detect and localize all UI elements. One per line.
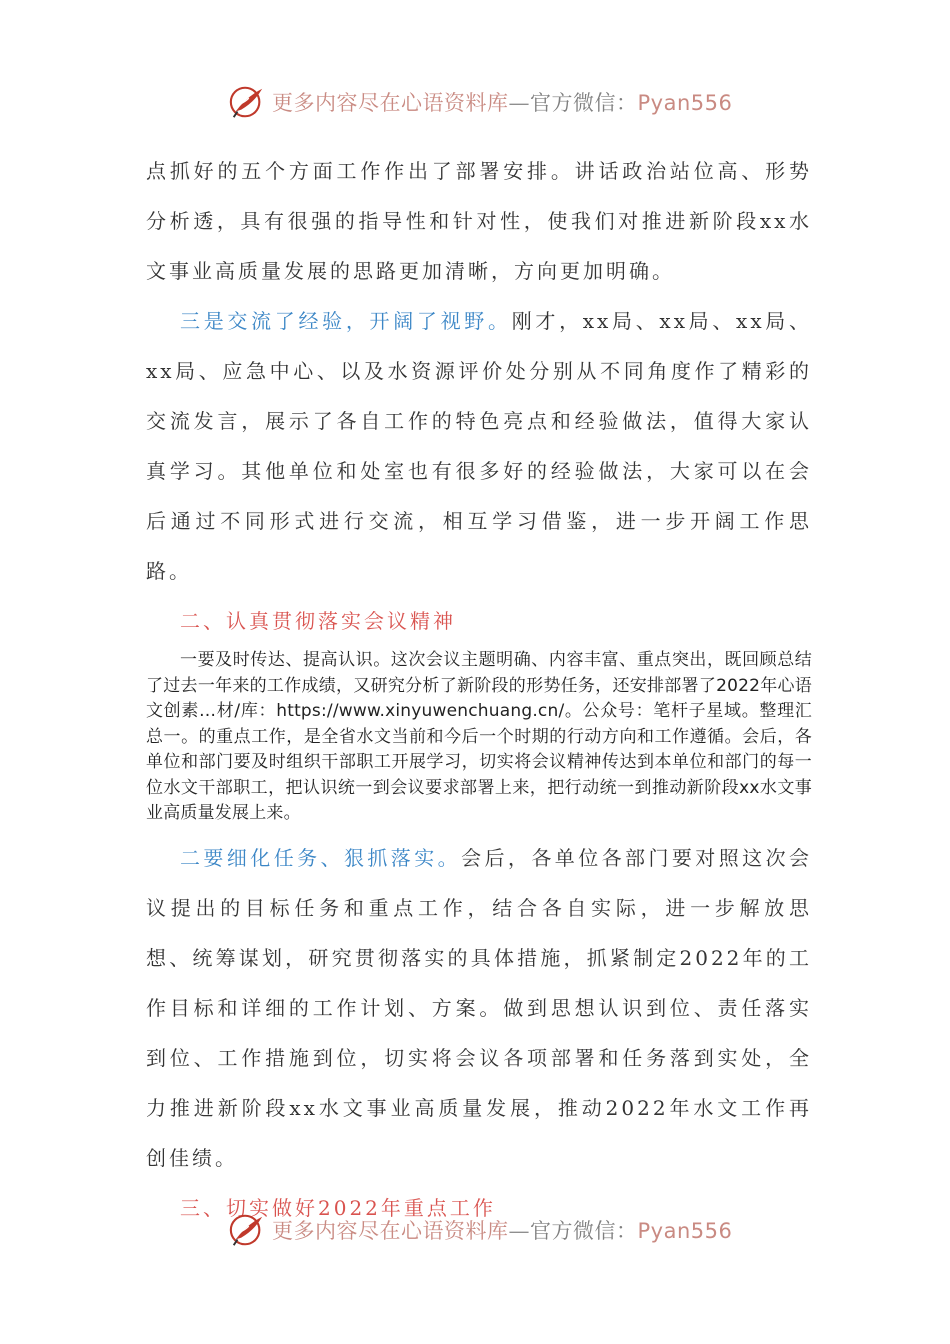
quill-logo-icon [228,1211,266,1249]
document-body [146,146,812,1233]
banner-title: 更多内容尽在心语资料库 [272,1219,509,1243]
paragraph-2-body: 刚才，xx局、xx局、xx局、xx局、应急中心、以及水资源评价处分别从不同角度作了精彩的交流发言，展示了各自工作的特色亮点和经验做法，值得大家认真学习。其他单位和处室也有很多好的经验做法，大家可以在会后通过不同形式进行交流，相互学习借鉴，进一步开阔工作思路。 [146,309,812,583]
banner-text [272,87,732,117]
paragraph-3: 一要及时传达、提高认识。这次会议主题明确、内容丰富、重点突出，既回顾总结了过去一年来的工作成绩，又研究分析了新阶段的形势任务，还安排部署了2022年心语文创素…材/库：https://www.xinyuwenchuang.cn/。公众号：笔杆子星域。整理汇总一。的重点工作，是全省水文当前和今后一个时期的行动方向和工作遵循。会后，各单位和部门要及时组织干部职工开展学习，切实将会议精神传达到本单位和部门的每一位水文干部职工，把认识统一到会议要求部署上来，把行动统一到推动新阶段xx水文事业高质量发展上来。 [146,650,812,823]
footer-banner [228,1208,748,1252]
wechat-id: Pyan556 [637,1219,733,1243]
banner-text [272,1215,732,1245]
wechat-id: Pyan556 [637,91,733,115]
paragraph-4 [146,833,812,1183]
section-heading-2: 二、认真贯彻落实会议精神 [180,609,456,633]
paragraph-2-highlight: 三是交流了经验，开阔了视野。 [180,309,512,333]
paragraph-2 [146,296,812,596]
banner-title: 更多内容尽在心语资料库 [272,91,509,115]
banner-separator: — [508,91,530,115]
section-heading-3: 三、切实做好2022年重点工作 [180,1195,496,1220]
paragraph-1: 点抓好的五个方面工作作出了部署安排。讲话政治站位高、形势分析透，具有很强的指导性和针对性，使我们对推进新阶段xx水文事业高质量发展的思路更加清晰，方向更加明确。 [146,159,812,283]
paragraph-4-body: 会后，各单位各部门要对照这次会议提出的目标任务和重点工作，结合各自实际，进一步解放思想、统筹谋划，研究贯彻落实的具体措施，抓紧制定2022年的工作目标和详细的工作计划、方案。做到思想认识到位、责任落实到位、工作措施到位，切实将会议各项部署和任务落到实处，全力推进新阶段xx水文事业高质量发展，推动2022年水文工作再创佳绩。 [146,845,813,1170]
paragraph-4-highlight: 二要细化任务、狠抓落实。 [180,845,462,870]
wechat-label: 官方微信： [530,91,638,115]
header-banner [228,80,748,124]
wechat-label: 官方微信： [530,1219,638,1243]
banner-separator: — [508,1219,530,1243]
quill-logo-icon [228,83,266,121]
